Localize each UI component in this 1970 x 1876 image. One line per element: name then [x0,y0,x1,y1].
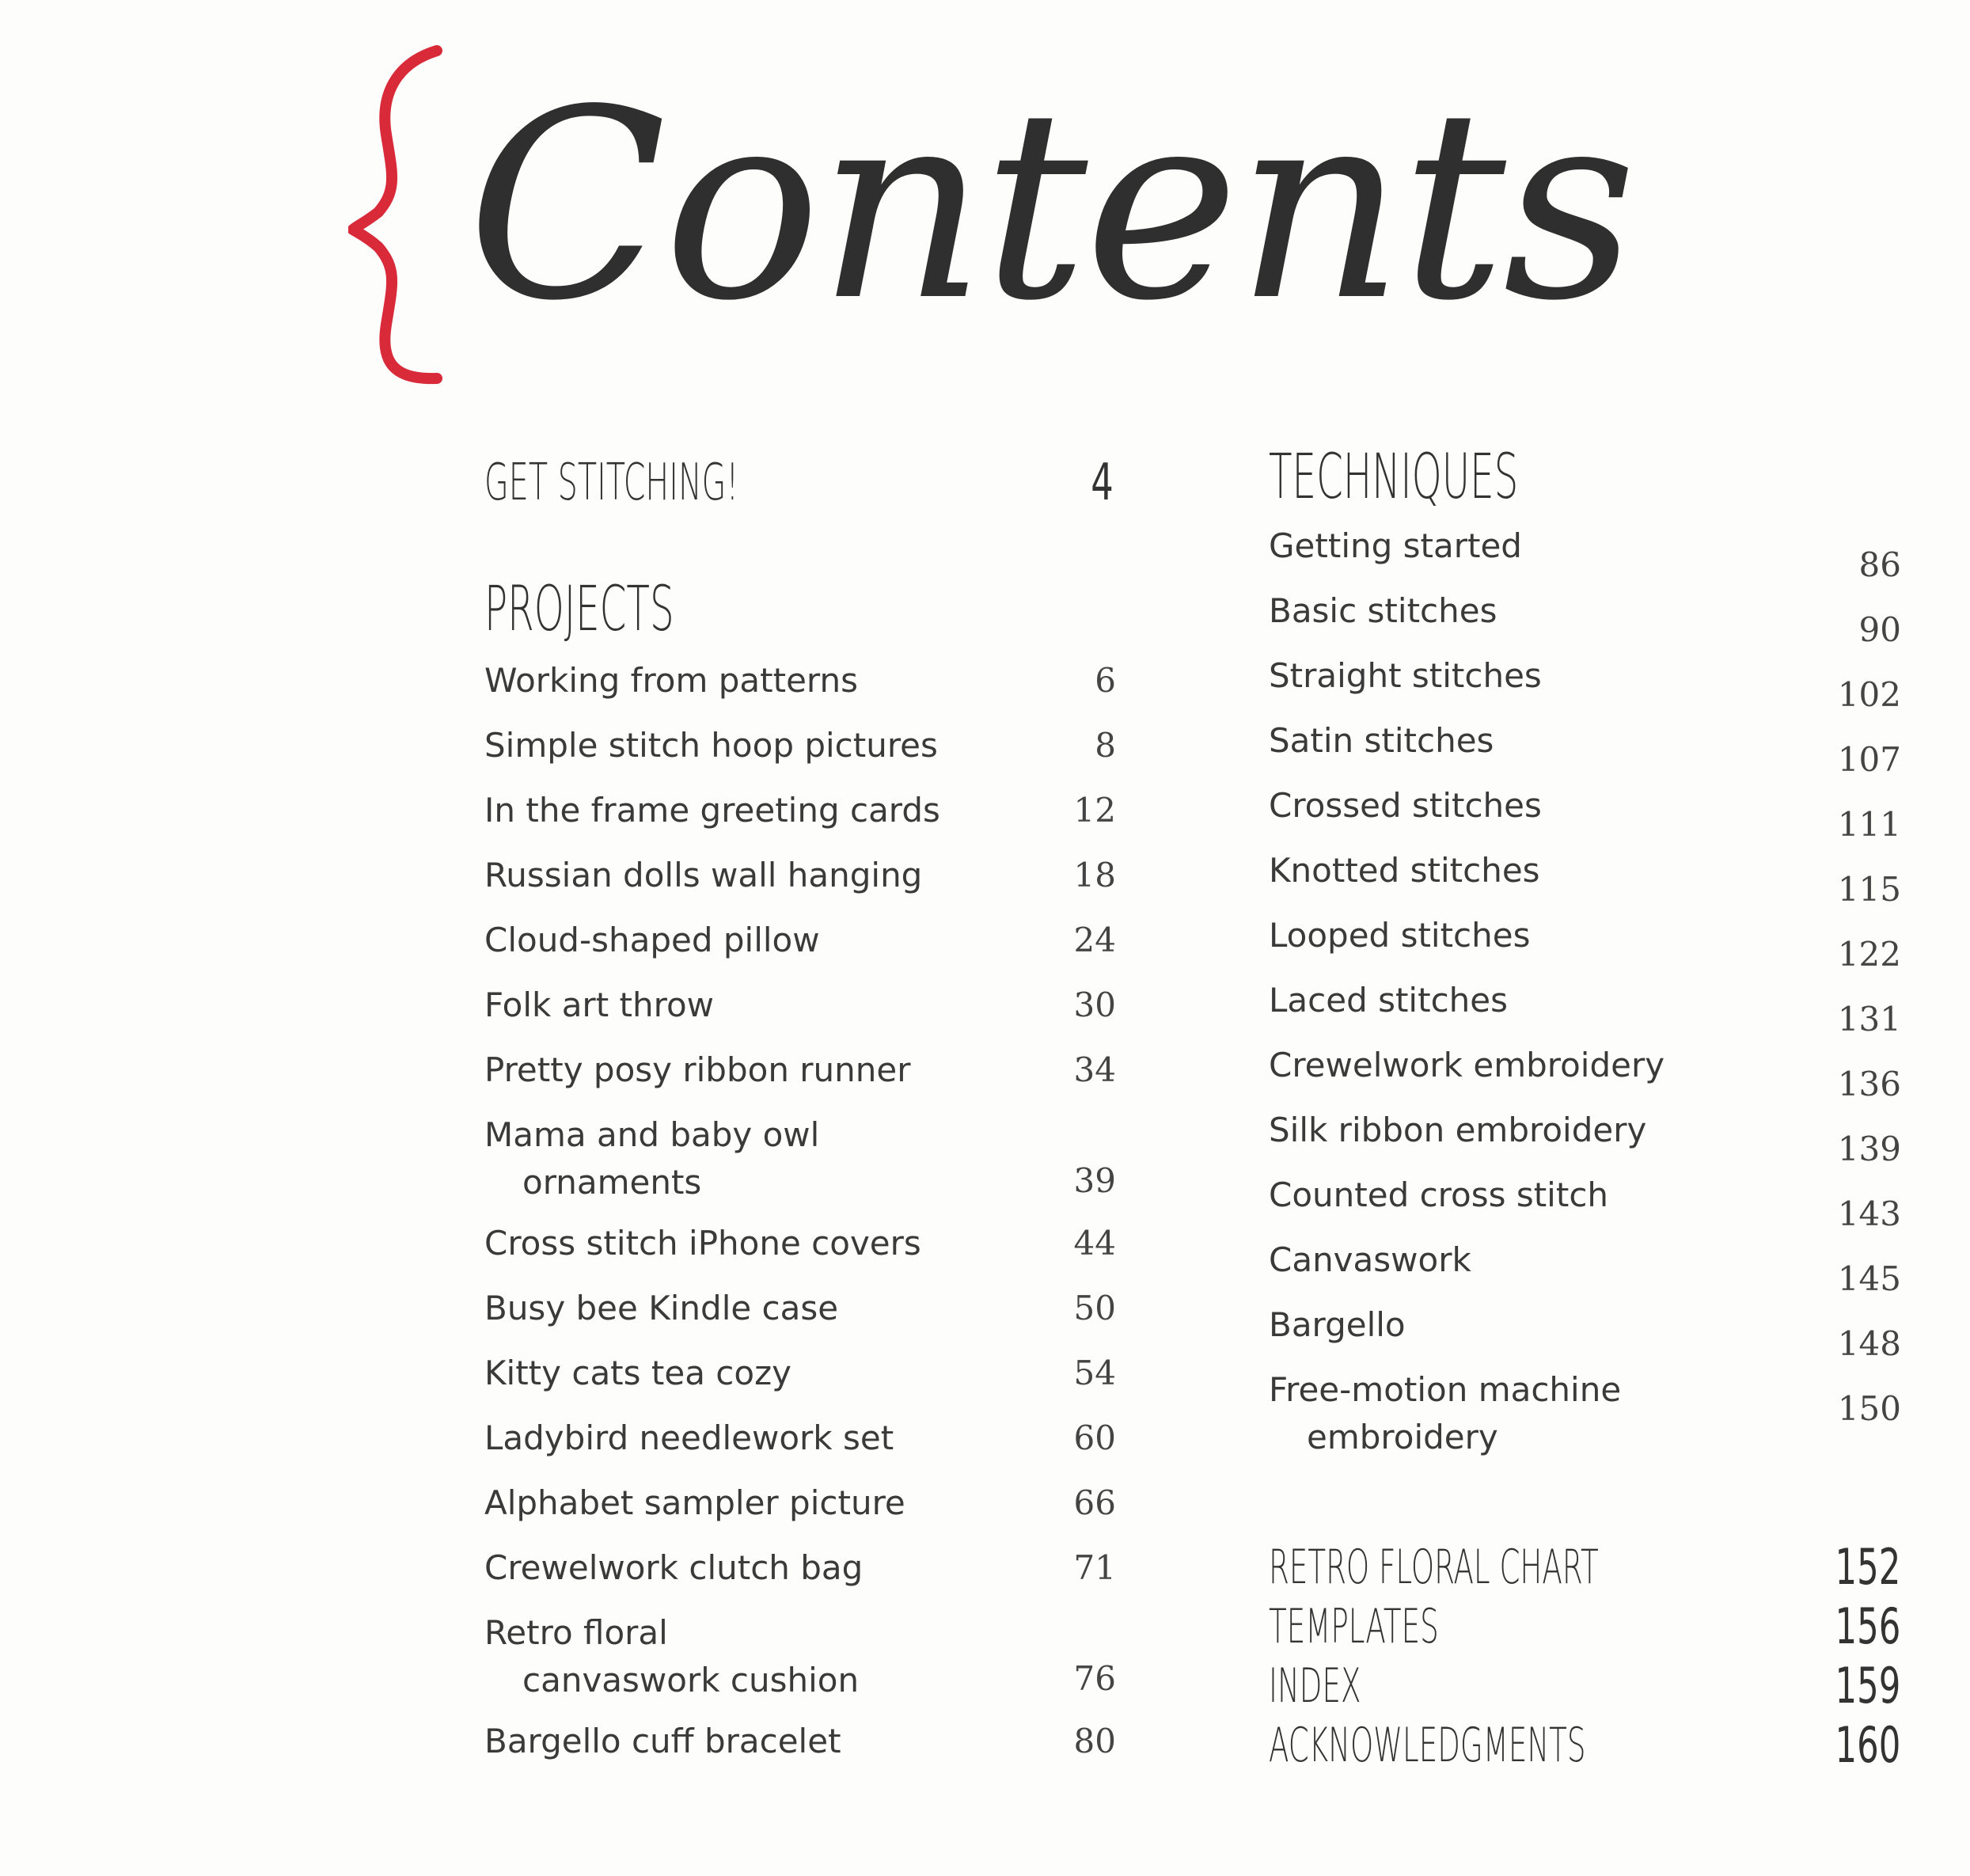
back-matter-page: 159 [1835,1657,1900,1715]
entry-title [1269,1172,1608,1219]
entry-title-line: Canvaswork [1269,1240,1471,1279]
entry-page-number: 150 [1837,1389,1901,1428]
entry-title [1269,1107,1646,1154]
entry-title-line: Simple stitch hoop pictures [484,726,938,765]
entry-title [484,1544,863,1592]
entry-title-line: Straight stitches [1269,656,1542,695]
entry-title [484,1285,838,1332]
entry-title [484,1350,791,1397]
entry-page-number: 111 [1837,805,1901,844]
entry-page-number: 86 [1858,545,1901,584]
entry-title-line: Laced stitches [1269,981,1508,1020]
entry-page-number: 102 [1837,675,1901,714]
entry-title-line: Counted cross stitch [1269,1175,1609,1214]
projects-heading: PROJECTS [484,574,674,645]
entry-title-line: Cross stitch iPhone covers [484,1224,921,1263]
entry-page-number: 76 [1073,1659,1116,1698]
entry-title-line: Getting started [1269,526,1522,565]
entry-page-number: 39 [1073,1161,1116,1200]
entry-title [484,722,938,769]
get-stitching-heading: GET STITCHING! [484,454,739,512]
entry-page-number: 131 [1837,1000,1901,1039]
back-matter-label: TEMPLATES [1269,1599,1439,1654]
entry-page-number: 107 [1837,740,1901,779]
entry-title-line: In the frame greeting cards [484,791,940,830]
entry-page-number: 148 [1837,1324,1901,1363]
entry-title [1269,847,1540,894]
entry-title [484,917,820,964]
entry-title [484,1415,894,1462]
entry-title-line: Busy bee Kindle case [484,1289,839,1327]
entry-title-line: Ladybird needlework set [484,1418,894,1457]
entry-page-number: 54 [1073,1354,1116,1392]
entry-page-number: 50 [1073,1289,1116,1327]
entry-title [484,657,858,704]
back-matter-label: INDEX [1269,1658,1361,1714]
entry-title-line: Crossed stitches [1269,786,1542,825]
entry-page-number: 6 [1095,661,1116,700]
entry-title [484,1111,819,1206]
entry-title-line: Bargello [1269,1305,1406,1344]
entry-title [1269,1366,1621,1461]
entry-page-number: 145 [1837,1259,1901,1298]
entry-title [1269,977,1508,1024]
entry-title [1269,1236,1471,1284]
entry-page-number: 115 [1837,870,1901,909]
entry-title [484,1609,859,1704]
entry-page-number: 44 [1073,1224,1116,1263]
entry-title [484,1046,911,1094]
entry-page-number: 18 [1073,856,1116,894]
entry-title-continuation: embroidery [1307,1418,1498,1456]
entry-title [1269,782,1542,830]
entry-title [1269,912,1530,959]
back-matter-label: RETRO FLORAL CHART [1269,1540,1599,1595]
back-matter-label: ACKNOWLEDGMENTS [1269,1718,1586,1773]
entry-page-number: 71 [1073,1548,1116,1587]
entry-title [1269,522,1522,570]
curly-brace-ornament [348,40,459,388]
entry-title [484,852,922,899]
entry-title [1269,1301,1406,1349]
entry-title-line: Crewelwork clutch bag [484,1548,864,1587]
entry-title-line: Free-motion machine [1269,1370,1622,1409]
entry-title-line: Silk ribbon embroidery [1269,1111,1647,1149]
back-matter-page: 160 [1835,1716,1900,1774]
entry-title [484,982,714,1029]
entry-page-number: 30 [1073,985,1116,1024]
entry-title [1269,652,1542,700]
entry-page-number: 90 [1858,610,1901,649]
entry-page-number: 139 [1837,1130,1901,1168]
entry-title [1269,1042,1664,1089]
techniques-heading: TECHNIQUES [1269,442,1519,513]
entry-title-line: Cloud-shaped pillow [484,921,820,959]
page-title: Contents [467,54,1634,358]
entry-page-number: 80 [1073,1722,1116,1760]
entry-title-line: Satin stitches [1269,721,1494,760]
entry-title-continuation: ornaments [522,1163,702,1202]
entry-title-line: Alphabet sampler picture [484,1483,905,1522]
entry-title-line: Retro floral [484,1613,668,1652]
get-stitching-page: 4 [1091,454,1114,512]
entry-title-continuation: canvaswork cushion [522,1661,860,1699]
entry-title-line: Russian dolls wall hanging [484,856,923,894]
entry-title-line: Basic stitches [1269,591,1497,630]
entry-title-line: Crewelwork embroidery [1269,1046,1665,1084]
entry-page-number: 12 [1073,791,1116,830]
entry-title-line: Kitty cats tea cozy [484,1354,791,1392]
entry-page-number: 143 [1837,1194,1901,1233]
entry-title-line: Bargello cuff bracelet [484,1722,841,1760]
entry-title [484,1718,841,1765]
entry-title [1269,717,1494,765]
entry-title-line: Looped stitches [1269,916,1531,955]
entry-title [484,1220,921,1267]
entry-page-number: 34 [1073,1050,1116,1089]
entry-title-line: Folk art throw [484,985,715,1024]
entry-title [484,787,940,834]
entry-page-number: 24 [1073,921,1116,959]
entry-page-number: 66 [1073,1483,1116,1522]
entry-title-line: Pretty posy ribbon runner [484,1050,911,1089]
entry-title-line: Mama and baby owl [484,1115,820,1154]
entry-page-number: 8 [1095,726,1116,765]
entry-title-line: Working from patterns [484,661,858,700]
entry-title [484,1479,905,1527]
entry-page-number: 136 [1837,1065,1901,1103]
entry-title-line: Knotted stitches [1269,851,1540,890]
back-matter-page: 152 [1835,1538,1900,1596]
entry-page-number: 60 [1073,1418,1116,1457]
entry-page-number: 122 [1837,935,1901,974]
back-matter-page: 156 [1835,1597,1900,1655]
entry-title [1269,587,1497,635]
